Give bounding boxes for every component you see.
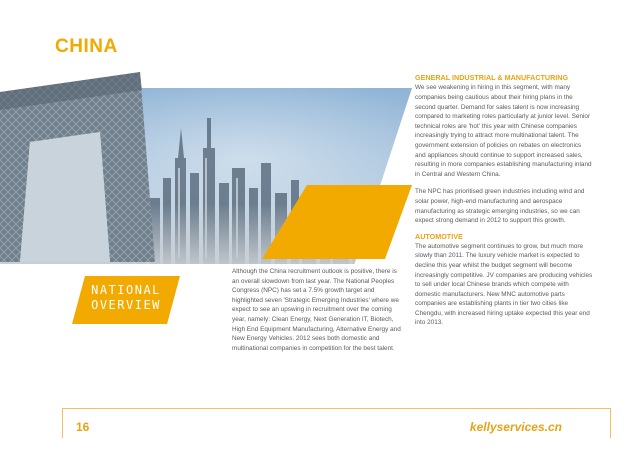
badge-line-2: OVERVIEW — [91, 298, 161, 312]
automotive-text: The automotive segment continues to grow, but much more slowly than 2011. The luxury vehicle market is expected to decline this year whilst the budget segment will become increasingly competitive. JV companies are producing vehicles to sell under local Chinese brands which compete with domestic manufacturers. New MNC automotive parts companies are establishing plants in tier two cities like Chengdu, with increased hiring uptake expected this year end into 2013. — [415, 242, 593, 327]
industrial-paragraph-1: We see weakening in hiring in this segment, with many companies being cautious about their hiring plans in the second quarter. Demand for sales talent is now increasing compared to marketing roles particularly at junior level. Senior technical roles are 'hot' this year with Chinese companies increasingly trying to attract more multinational talent. The government extension of policies on rebates on electronics and appliances should continue to support increased sales, resulting in more companies establishing manufacturing inland in Central and Western China. — [415, 84, 592, 178]
website-link[interactable]: kellyservices.cn — [469, 420, 562, 434]
automotive-heading: AUTOMOTIVE — [415, 231, 463, 241]
page-number: 16 — [76, 420, 90, 434]
industrial-heading: GENERAL INDUSTRIAL & MANUFACTURING — [415, 73, 569, 82]
footer-right-tick — [610, 408, 611, 438]
badge-line-1: NATIONAL — [91, 283, 161, 297]
footer-left-tick — [62, 408, 63, 438]
industrial-paragraph-2: The NPC has prioritised green industries including wind and solar power, high-end manufacturing and aerospace manufacturing as strategic emerging industries, so we can expect strong demand in 2012 to support this growth. — [415, 188, 585, 225]
cctv-tower-image — [0, 72, 160, 262]
overview-text: Although the China recruitment outlook is positive, there is an overall slowdown from last year. The National Peoples Congress (NPC) has set a 7.5% growth target and highlighted seven 'Strategic Emerging Industries' where we expect to see an upswing in recruitment over the coming year, namely: Clean Energy, Next Generation IT, Biotech, High End Equipment Manufacturing, Alternative Energy and New Energy Vehicles. 2012 sees both domestic and multinational companies in competition for the best talent. — [232, 268, 401, 352]
sector-column — [415, 74, 593, 328]
overview-column — [232, 267, 402, 353]
national-overview-label — [72, 283, 180, 313]
footer-rule — [62, 408, 610, 409]
page-title: CHINA — [55, 36, 118, 57]
